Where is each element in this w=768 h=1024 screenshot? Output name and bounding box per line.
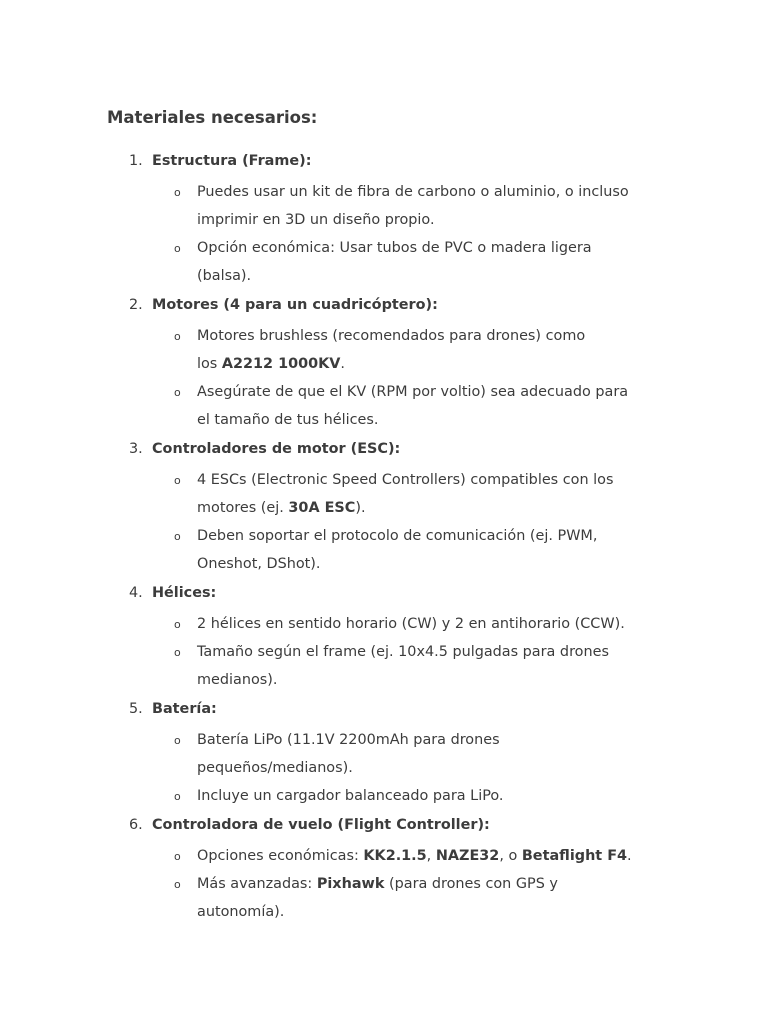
item-number: 4. [129, 585, 143, 601]
list-item [0, 578, 768, 692]
sub-item: o Opción económica: Usar tubos de PVC o madera ligera (balsa). [0, 234, 657, 290]
sub-item: o Incluye un cargador balanceado para LiPo. [0, 782, 657, 810]
bullet-icon: o [174, 530, 181, 543]
sub-list [0, 466, 768, 578]
item-number: 2. [129, 297, 143, 313]
item-title: Batería: [152, 701, 217, 717]
sub-item: o 2 hélices en sentido horario (CW) y 2 en antihorario (CCW). [0, 610, 657, 638]
item-title: Hélices: [152, 585, 217, 601]
bullet-icon: o [174, 878, 181, 891]
bullet-icon: o [174, 646, 181, 659]
bullet-icon: o [174, 734, 181, 747]
item-number: 5. [129, 701, 143, 717]
materials-list [0, 146, 768, 926]
bullet-icon: o [174, 850, 181, 863]
sub-list [0, 610, 768, 694]
bullet-icon: o [174, 474, 181, 487]
bullet-icon: o [174, 186, 181, 199]
sub-list [0, 322, 768, 434]
list-item [0, 146, 768, 288]
sub-item: o 4 ESCs (Electronic Speed Controllers) compatibles con los motores (ej. 30A ESC). [0, 466, 657, 522]
sub-item: o Puedes usar un kit de fibra de carbono o aluminio, o incluso imprimir en 3D un diseño propio. [0, 178, 657, 234]
list-item [0, 290, 768, 432]
sub-item: o Más avanzadas: Pixhawk (para drones con GPS y autonomía). [0, 870, 657, 926]
sub-item: o Asegúrate de que el KV (RPM por voltio) sea adecuado para el tamaño de tus hélices. [0, 378, 657, 434]
sub-item: o Opciones económicas: KK2.1.5, NAZE32, o Betaflight F4. [0, 842, 657, 870]
sub-item: o Motores brushless (recomendados para drones) como los A2212 1000KV. [0, 322, 657, 378]
sub-item: o Tamaño según el frame (ej. 10x4.5 pulgadas para drones medianos). [0, 638, 657, 694]
item-title: Motores (4 para un cuadricóptero): [152, 297, 438, 313]
sub-list [0, 842, 768, 926]
bullet-icon: o [174, 790, 181, 803]
bullet-icon: o [174, 386, 181, 399]
bullet-icon: o [174, 330, 181, 343]
sub-list [0, 726, 768, 810]
item-number: 1. [129, 153, 143, 169]
sub-item: o Deben soportar el protocolo de comunicación (ej. PWM, Oneshot, DShot). [0, 522, 657, 578]
list-item [0, 810, 768, 924]
item-title: Controladora de vuelo (Flight Controller): [152, 817, 490, 833]
item-number: 3. [129, 441, 143, 457]
page-heading: Materiales necesarios: [107, 108, 318, 127]
sub-list [0, 178, 768, 290]
sub-item: o Batería LiPo (11.1V 2200mAh para drones pequeños/medianos). [0, 726, 657, 782]
list-item [0, 434, 768, 576]
item-title: Estructura (Frame): [152, 153, 312, 169]
list-item [0, 694, 768, 808]
item-title: Controladores de motor (ESC): [152, 441, 401, 457]
item-number: 6. [129, 817, 143, 833]
bullet-icon: o [174, 618, 181, 631]
bullet-icon: o [174, 242, 181, 255]
